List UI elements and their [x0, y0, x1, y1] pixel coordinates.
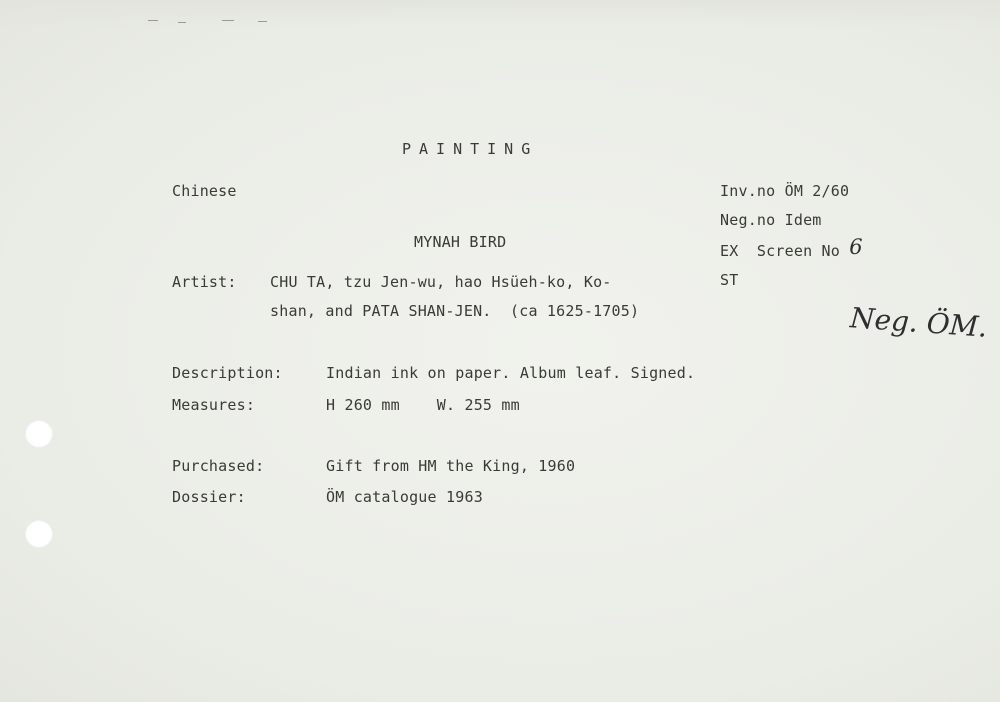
- edge-mark: [258, 21, 267, 22]
- handwritten-note: Neg. ÖM.: [849, 301, 989, 344]
- ex-screen-line: [720, 235, 863, 260]
- edge-mark: [222, 20, 234, 21]
- description-label: Description:: [172, 364, 283, 382]
- measures-label: Measures:: [172, 396, 256, 414]
- artist-name-line1: CHU TA, tzu Jen-wu, hao Hsüeh-ko, Ko-: [270, 273, 612, 291]
- paper-top-edge: [0, 0, 1000, 28]
- artwork-title: MYNAH BIRD: [414, 233, 507, 251]
- edge-mark: [148, 20, 158, 21]
- edge-mark: [178, 22, 186, 23]
- dossier-label: Dossier:: [172, 488, 246, 506]
- negative-number: Neg.no Idem: [720, 211, 822, 229]
- artist-label: Artist:: [172, 273, 237, 291]
- punch-hole-lower: [25, 520, 53, 548]
- artist-name-line2: shan, and PATA SHAN-JEN. (ca 1625-1705): [270, 302, 640, 320]
- st-code: ST: [720, 271, 739, 289]
- origin-text: Chinese: [172, 182, 237, 200]
- dossier-value: ÖM catalogue 1963: [326, 488, 483, 506]
- category-heading: PAINTING: [402, 140, 539, 158]
- inventory-number: Inv.no ÖM 2/60: [720, 182, 850, 200]
- ex-screen-number: 6: [849, 235, 863, 259]
- description-value: Indian ink on paper. Album leaf. Signed.: [326, 364, 696, 382]
- purchased-value: Gift from HM the King, 1960: [326, 457, 576, 475]
- ex-screen-label: EX Screen No: [720, 242, 840, 260]
- purchased-label: Purchased:: [172, 457, 265, 475]
- measures-value: H 260 mm W. 255 mm: [326, 396, 520, 414]
- punch-hole-upper: [25, 420, 53, 448]
